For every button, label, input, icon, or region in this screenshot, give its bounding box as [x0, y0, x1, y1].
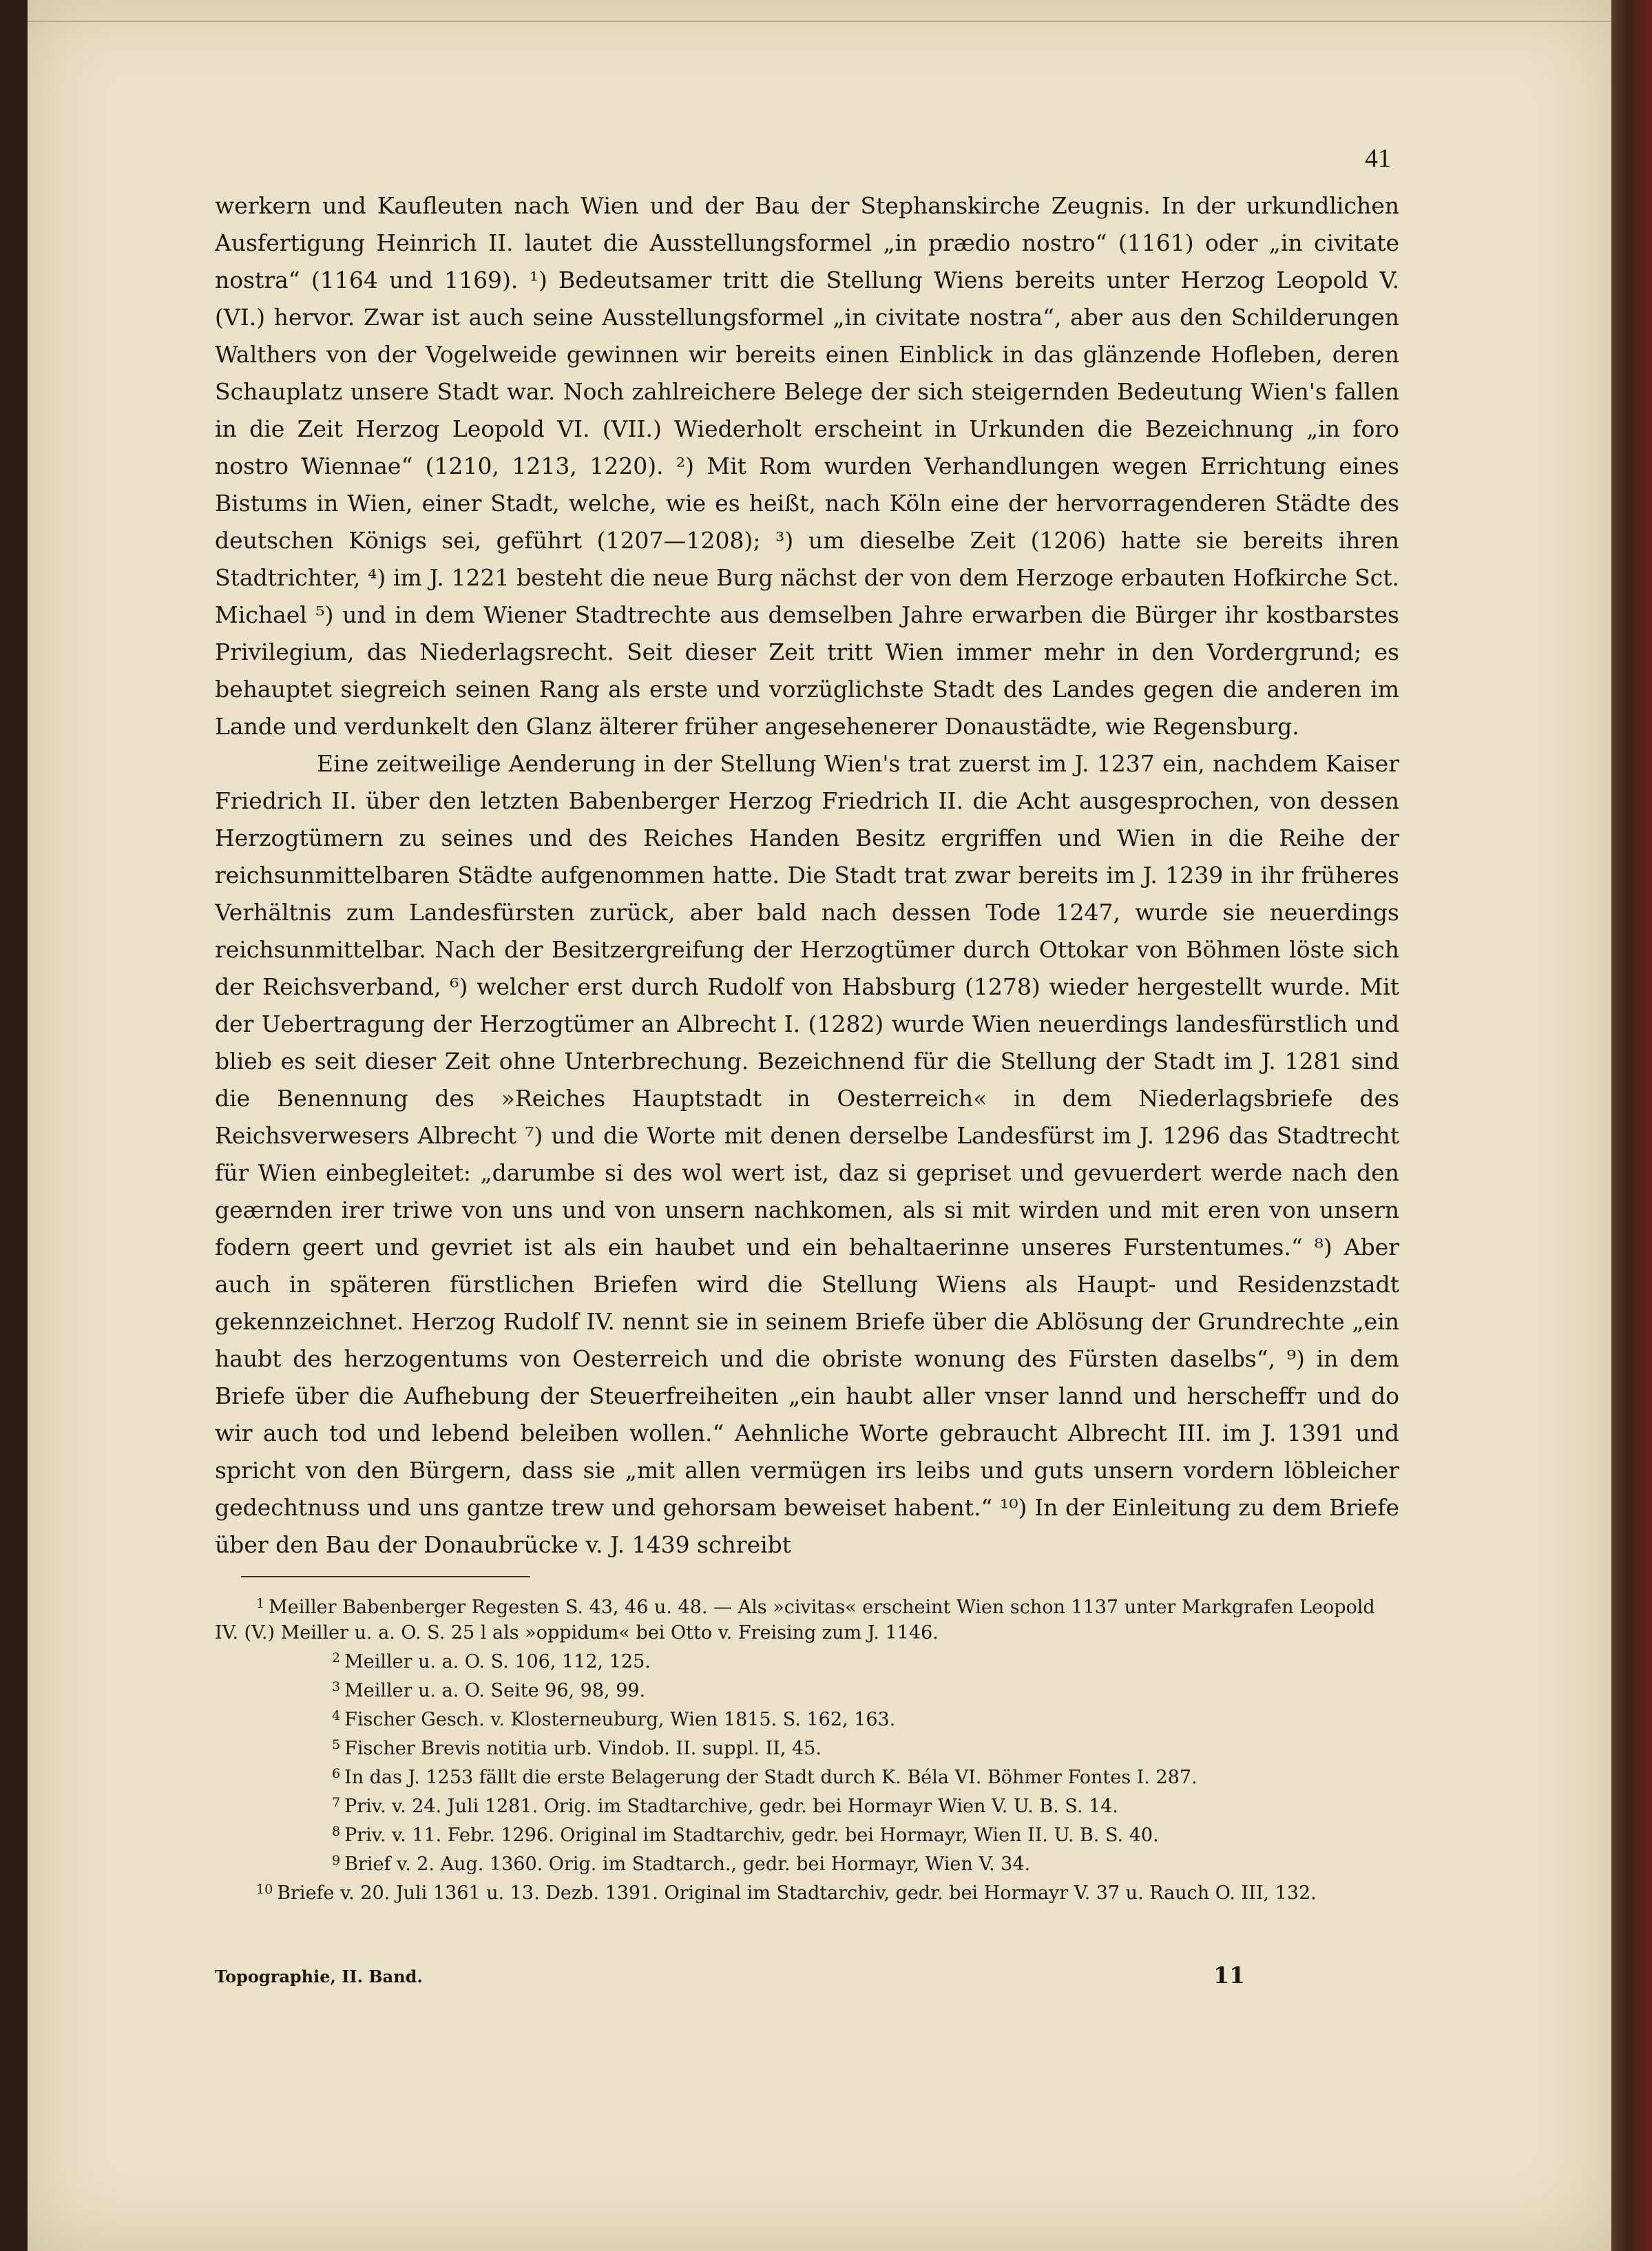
footnote [215, 1591, 1399, 1646]
page-number: 41 [1365, 144, 1391, 173]
footnote-text: Briefe v. 20. Juli 1361 u. 13. Dezb. 1391. Original im Stadtarchiv, gedr. bei Hormayr V. 37 u. Rauch O. III, 132. [277, 1882, 1317, 1904]
footnote [215, 1646, 1399, 1674]
footnote [215, 1674, 1399, 1703]
footnote-number: 7 [332, 1795, 341, 1810]
footnote-text: Priv. v. 24. Juli 1281. Orig. im Stadtarchive, gedr. bei Hormayr Wien V. U. B. S. 14. [344, 1796, 1118, 1817]
footnote-number: 9 [332, 1853, 341, 1868]
footnote [215, 1848, 1399, 1877]
footnote-number: 4 [332, 1708, 341, 1723]
footnote-text: Meiller Babenberger Regesten S. 43, 46 u. 48. — Als »civitas« erscheint Wien schon 1137 unter Markgrafen Leopold IV. (V.) Meiller u. a. O. S. 25 l als »oppidum« bei Otto v. Freising zum J. 1146. [215, 1597, 1375, 1643]
paragraph: Eine zeitweilige Aenderung in der Stellung Wien's trat zuerst im J. 1237 ein, nachdem Kaiser Friedrich II. über den letzten Babenberger Herzog Friedrich II. die Acht ausgesprochen, von dessen Herzogtümern zu seines und des Reiches Handen Besitz ergriffen und Wien in die Reihe der reichsunmittelbaren Städte aufgenommen hatte. Die Stadt trat zwar bereits im J. 1239 in ihr früheres Verhältnis zum Landesfürsten zurück, aber bald nach dessen Tode 1247, wurde sie neuerdings reichsunmittelbar. Nach der Besitzergreifung der Herzogtümer durch Ottokar von Böhmen löste sich der Reichsverband, ⁶) welcher erst durch Rudolf von Habsburg (1278) wieder hergestellt wurde. Mit der Uebertragung der Herzogtümer an Albrecht I. (1282) wurde Wien neuerdings landesfürstlich und blieb es seit dieser Zeit ohne Unterbrechung. Bezeichnend für die Stellung der Stadt im J. 1281 sind die Benennung des »Reiches Hauptstadt in Oesterreich« in dem Niederlagsbriefe des Reichsverwesers Albrecht ⁷) und die Worte mit denen derselbe Landesfürst im J. 1296 das Stadtrecht für Wien einbegleitet: „darumbe si des wol wert ist, daz si gepriset und gevuerdert werde nach den geærnden irer triwe von uns und von unsern nachkomen, als si mit wirden und mit eren von unsern fodern geert und gevriet ist als ein haubet und ein behaltaerinne unseres Furstentumes.“ ⁸) Aber auch in späteren fürstlichen Briefen wird die Stellung Wiens als Haupt- und Residenzstadt gekennzeichnet. Herzog Rudolf IV. nennt sie in seinem Briefe über die Ablösung der Grundrechte „ein haubt des herzogentums von Oesterreich und die obriste wonung des Fürsten daselbs“, ⁹) in dem Briefe über die Aufhebung der Steuerfreiheiten „ein haubt aller vnser lannd und herscheffт und do wir auch tod und lebend beleiben wollen.“ Aehnliche Worte gebraucht Albrecht III. im J. 1391 und spricht von den Bürgern, dass sie „mit allen vermügen irs leibs und guts unsern vordern löbleicher gedechtnuss und uns gantze trew und gehorsam beweiset habent.“ ¹⁰) In der Einleitung zu dem Briefe über den Bau der Donaubrücke v. J. 1439 schreibt [215, 750, 1399, 1558]
footnote-separator [241, 1576, 530, 1577]
footnote-number: 1 [256, 1596, 265, 1611]
footnote [215, 1819, 1399, 1848]
footnote-text: Fischer Brevis notitia urb. Vindob. II. suppl. II, 45. [344, 1738, 822, 1759]
footnote-text: In das J. 1253 fällt die erste Belagerung der Stadt durch K. Béla VI. Böhmer Fontes I. 287. [344, 1767, 1198, 1788]
main-text [215, 187, 1399, 1564]
footnote [215, 1761, 1399, 1790]
footnote-number: 5 [332, 1737, 341, 1752]
footnote-text: Meiller u. a. O. Seite 96, 98, 99. [344, 1680, 646, 1701]
footnote-number: 6 [332, 1766, 341, 1781]
paragraph: werkern und Kaufleuten nach Wien und der Bau der Stephanskirche Zeugnis. In der urkundlichen Ausfertigung Heinrich II. lautet die Ausstellungsformel „in prædio nostro“ (1161) oder „in civitate nostra“ (1164 und 1169). ¹) Bedeutsamer tritt die Stellung Wiens bereits unter Herzog Leopold V. (VI.) hervor. Zwar ist auch seine Ausstellungsformel „in civitate nostra“, aber aus den Schilderungen Walthers von der Vogelweide gewinnen wir bereits einen Einblick in das glänzende Hofleben, deren Schauplatz unsere Stadt war. Noch zahlreichere Belege der sich steigernden Bedeutung Wien's fallen in die Zeit Herzog Leopold VI. (VII.) Wiederholt erscheint in Urkunden die Bezeichnung „in foro nostro Wiennae“ (1210, 1213, 1220). ²) Mit Rom wurden Verhandlungen wegen Errichtung eines Bistums in Wien, einer Stadt, welche, wie es heißt, nach Köln eine der hervorragenderen Städte des deutschen Königs sei, geführt (1207—1208); ³) um dieselbe Zeit (1206) hatte sie bereits ihren Stadtrichter, ⁴) im J. 1221 besteht die neue Burg nächst der von dem Herzoge erbauten Hofkirche Sct. Michael ⁵) und in dem Wiener Stadtrechte aus demselben Jahre erwarben die Bürger ihr kostbarstes Privilegium, das Niederlagsrecht. Seit dieser Zeit tritt Wien immer mehr in den Vordergrund; es behauptet siegreich seinen Rang als erste und vorzüglichste Stadt des Landes gegen die anderen im Lande und verdunkelt den Glanz älterer früher angesehenerer Donaustädte, wie Regensburg. [215, 192, 1399, 740]
footnote-number: 2 [332, 1650, 341, 1666]
footnote-number: 8 [332, 1824, 341, 1839]
footnote [215, 1732, 1399, 1761]
footnote [215, 1877, 1399, 1906]
book-binding-edge [1611, 0, 1652, 2251]
footnote-text: Brief v. 2. Aug. 1360. Orig. im Stadtarch., gedr. bei Hormayr, Wien V. 34. [344, 1854, 1031, 1875]
footnotes-list [215, 1591, 1399, 1906]
footnote-number: 10 [256, 1882, 273, 1897]
footnote [215, 1790, 1399, 1819]
footnote-text: Fischer Gesch. v. Klosterneuburg, Wien 1815. S. 162, 163. [344, 1709, 896, 1730]
signature-title: Topographie, II. Band. [215, 1967, 423, 1987]
footnote-number: 3 [332, 1679, 341, 1694]
page-top-edge-line [28, 21, 1611, 22]
signature-mark: 11 [1213, 1962, 1245, 1989]
footnote-text: Meiller u. a. O. S. 106, 112, 125. [344, 1651, 651, 1672]
footnote [215, 1703, 1399, 1732]
footnote-text: Priv. v. 11. Febr. 1296. Original im Stadtarchiv, gedr. bei Hormayr, Wien II. U. B. S. 40. [344, 1825, 1159, 1846]
book-page [28, 0, 1611, 2251]
